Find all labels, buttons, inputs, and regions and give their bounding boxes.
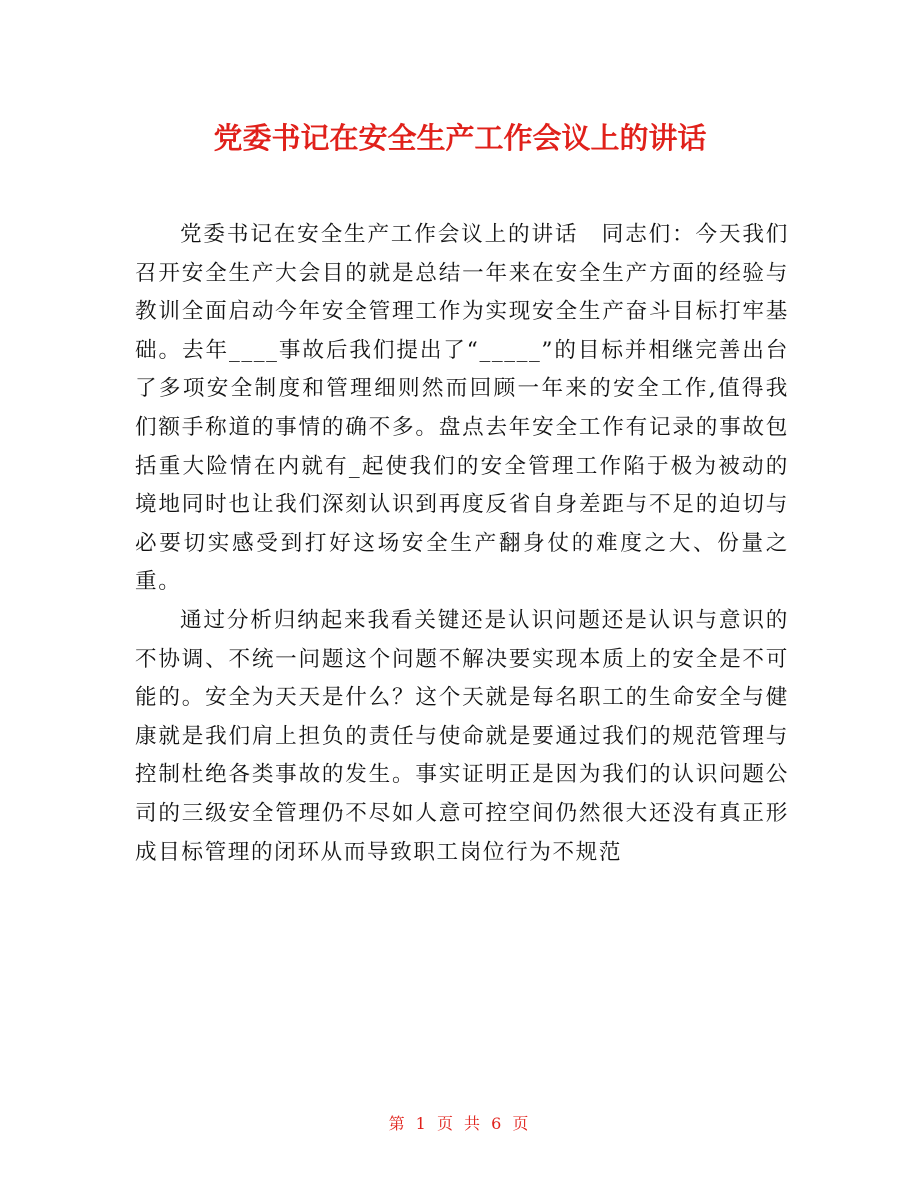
paragraph-2: 通过分析归纳起来我看关键还是认识问题还是认识与意识的不协调、不统一问题这个问题不解决要实现本质上的安全是不可能的。安全为天天是什么？这个天就是每名职工的生命安全与健康就是我们肩上担负的责任与使命就是要通过我们的规范管理与控制杜绝各类事故的发生。事实证明正是因为我们的认识问题公司的三级安全管理仍不尽如人意可控空间仍然很大还没有真正形成目标管理的闭环从而导致职工岗位行为不规范 [135,607,789,865]
document-body [135,216,789,872]
document-title: 党委书记在安全生产工作会议上的讲话 [213,121,707,155]
paragraph-1: 党委书记在安全生产工作会议上的讲话 同志们：今天我们召开安全生产大会目的就是总结一年来在安全生产方面的经验与教训全面启动今年安全管理工作为实现安全生产奋斗目标打牢基础。去年____事故后我们提出了“_____”的目标并相继完善出台了多项安全制度和管理细则然而回顾一年来的安全工作,值得我们额手称道的事情的确不多。盘点去年安全工作有记录的事故包括重大险情在内就有_起使我们的安全管理工作陷于极为被动的境地同时也让我们深刻认识到再度反省自身差距与不足的迫切与必要切实感受到打好这场安全生产翻身仗的难度之大、份量之重。 [135,222,789,595]
page-number-footer: 第 1 页 共 6 页 [388,1114,532,1133]
